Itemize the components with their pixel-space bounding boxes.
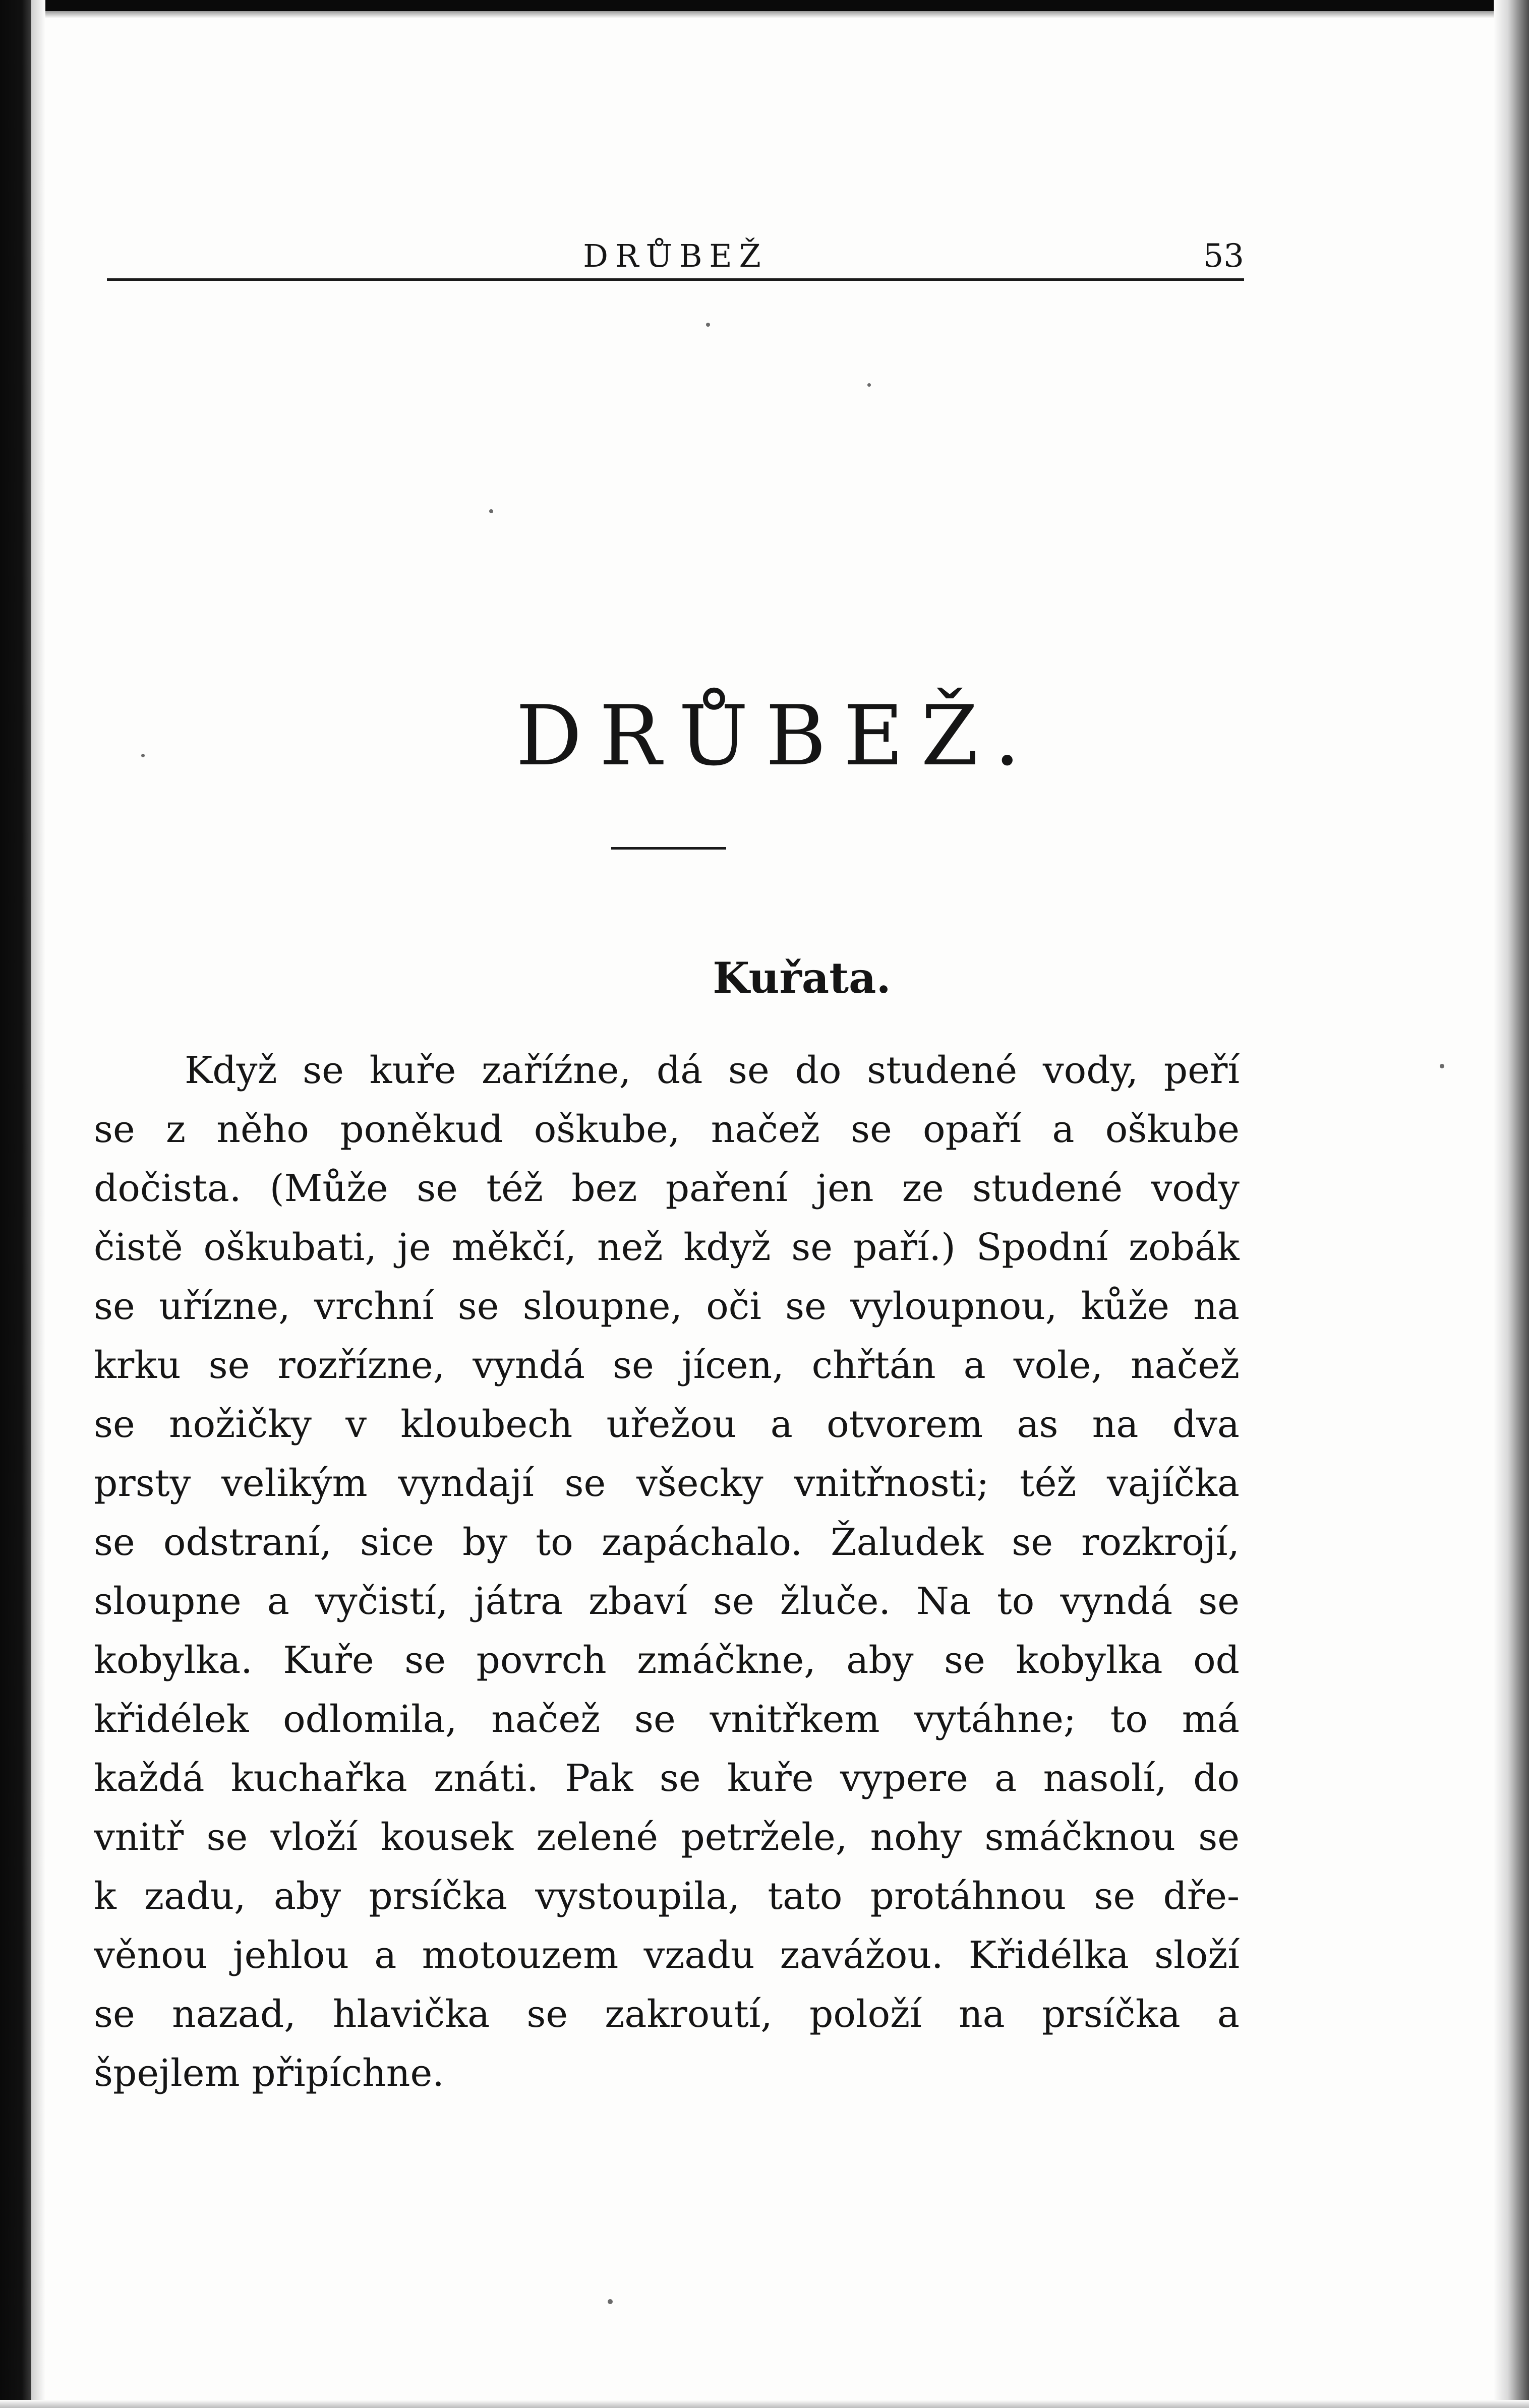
chapter-title: DRŮBEŽ. [515, 688, 1038, 784]
body-line: k zadu, aby prsíčka vystoupila, tato protáhnou se dře- [94, 1875, 1240, 1918]
section-heading: Kuřata. [713, 953, 891, 1003]
body-line: každá kuchařka znáti. Pak se kuře vypere a nasolí, do [94, 1757, 1240, 1800]
scan-speck [867, 383, 871, 387]
body-line: čistě oškubati, je měkčí, než když se paří.) Spodní zobák [94, 1226, 1240, 1269]
body-line: se z něho poněkud oškube, načež se opaří a oškube [94, 1108, 1240, 1151]
body-line: se uřízne, vrchní se sloupne, oči se vyloupnou, kůže na [94, 1285, 1240, 1328]
body-text [94, 1041, 1240, 2103]
title-divider [611, 847, 726, 850]
scan-speck [141, 754, 145, 757]
scan-bottom-edge [0, 2400, 1529, 2408]
header-rule [107, 278, 1244, 281]
body-line: kobylka. Kuře se povrch zmáčkne, aby se kobylka od [94, 1639, 1240, 1682]
scan-right-edge [1494, 0, 1529, 2408]
body-line: věnou jehlou a motouzem vzadu zavážou. Křidélka složí [94, 1934, 1240, 1977]
body-line: křidélek odlomila, načež se vnitřkem vytáhne; to má [94, 1698, 1240, 1741]
scan-top-shadow [0, 11, 1529, 18]
running-header [107, 232, 1244, 280]
scan-speck [706, 323, 710, 327]
running-header-title: DRŮBEŽ [583, 237, 768, 274]
body-line: se nazad, hlavička se zakroutí, položí na prsíčka a [94, 1993, 1240, 2036]
scan-top-edge [0, 0, 1529, 11]
scan-speck [1440, 1064, 1444, 1068]
body-line: prsty velikým vyndají se všecky vnitřnosti; též vajíčka [94, 1462, 1240, 1505]
body-line: krku se rozřízne, vyndá se jícen, chřtán a vole, načež [94, 1344, 1240, 1387]
body-line: sloupne a vyčistí, játra zbaví se žluče. Na to vyndá se [94, 1580, 1240, 1623]
body-line: dočista. (Může se též bez paření jen ze studené vody [94, 1167, 1240, 1210]
body-line: se odstraní, sice by to zapáchalo. Žaludek se rozkrojí, [94, 1521, 1240, 1564]
body-line: se nožičky v kloubech uřežou a otvorem as na dva [94, 1403, 1240, 1446]
scan-speck [608, 2299, 613, 2304]
scan-speck [489, 509, 493, 513]
page-number: 53 [1203, 237, 1244, 275]
scan-left-edge [0, 0, 31, 2408]
body-line: špejlem připíchne. [94, 2052, 444, 2095]
scan-left-shadow [31, 0, 45, 2408]
body-line: Když se kuře zaříźne, dá se do studené vody, peří [185, 1049, 1240, 1092]
body-line: vnitř se vloží kousek zelené petržele, nohy smáčknou se [94, 1816, 1240, 1859]
